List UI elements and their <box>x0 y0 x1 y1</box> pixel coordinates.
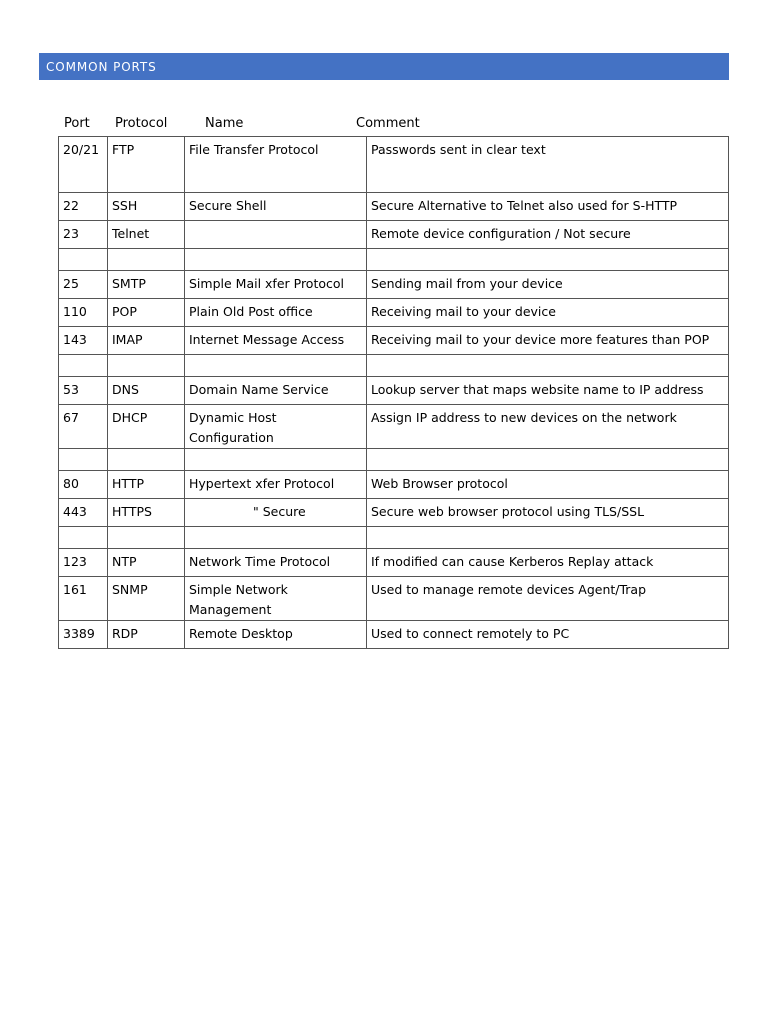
table-row <box>59 471 729 499</box>
name-cell: Internet Message Access <box>185 327 367 355</box>
table-row <box>59 577 729 621</box>
port-cell: 443 <box>59 499 108 527</box>
name-cell: Plain Old Post office <box>185 299 367 327</box>
comment-cell: Used to connect remotely to PC <box>367 621 729 649</box>
name-cell: Simple Network Management <box>185 577 367 621</box>
table-row <box>59 137 729 193</box>
name-cell <box>185 449 367 471</box>
protocol-cell <box>108 449 185 471</box>
port-cell: 143 <box>59 327 108 355</box>
protocol-cell: HTTP <box>108 471 185 499</box>
table-row <box>59 355 729 377</box>
name-cell: Secure Shell <box>185 193 367 221</box>
column-header-name: Name <box>205 116 244 131</box>
table-row <box>59 221 729 249</box>
table-row <box>59 405 729 449</box>
protocol-cell: Telnet <box>108 221 185 249</box>
comment-cell: Passwords sent in clear text <box>367 137 729 193</box>
protocol-cell <box>108 249 185 271</box>
name-cell: Simple Mail xfer Protocol <box>185 271 367 299</box>
port-cell: 23 <box>59 221 108 249</box>
comment-cell <box>367 249 729 271</box>
comment-cell: Sending mail from your device <box>367 271 729 299</box>
column-header-protocol: Protocol <box>115 116 168 131</box>
table-row <box>59 549 729 577</box>
comment-cell: Lookup server that maps website name to IP address <box>367 377 729 405</box>
protocol-cell: DHCP <box>108 405 185 449</box>
comment-cell: Receiving mail to your device <box>367 299 729 327</box>
protocol-cell <box>108 527 185 549</box>
comment-cell: Secure Alternative to Telnet also used for S-HTTP <box>367 193 729 221</box>
table-row <box>59 449 729 471</box>
comment-cell: Secure web browser protocol using TLS/SSL <box>367 499 729 527</box>
port-cell: 80 <box>59 471 108 499</box>
protocol-cell: NTP <box>108 549 185 577</box>
protocol-cell: DNS <box>108 377 185 405</box>
name-cell: File Transfer Protocol <box>185 137 367 193</box>
protocol-cell: IMAP <box>108 327 185 355</box>
table-row <box>59 527 729 549</box>
protocol-cell: SSH <box>108 193 185 221</box>
port-cell <box>59 249 108 271</box>
port-cell: 22 <box>59 193 108 221</box>
name-cell: Hypertext xfer Protocol <box>185 471 367 499</box>
port-cell <box>59 527 108 549</box>
name-cell: Network Time Protocol <box>185 549 367 577</box>
table-row <box>59 249 729 271</box>
name-cell: Dynamic Host Configuration <box>185 405 367 449</box>
section-title: COMMON PORTS <box>46 59 157 74</box>
table-row <box>59 327 729 355</box>
name-cell: " Secure <box>185 499 367 527</box>
column-header-comment: Comment <box>356 116 420 131</box>
protocol-cell <box>108 355 185 377</box>
comment-cell: Remote device configuration / Not secure <box>367 221 729 249</box>
port-cell: 20/21 <box>59 137 108 193</box>
port-cell: 123 <box>59 549 108 577</box>
comment-cell: Assign IP address to new devices on the network <box>367 405 729 449</box>
comment-cell: If modified can cause Kerberos Replay attack <box>367 549 729 577</box>
protocol-cell: POP <box>108 299 185 327</box>
port-cell <box>59 355 108 377</box>
comment-cell <box>367 527 729 549</box>
port-cell: 110 <box>59 299 108 327</box>
comment-cell: Used to manage remote devices Agent/Trap <box>367 577 729 621</box>
protocol-cell: HTTPS <box>108 499 185 527</box>
protocol-cell: SMTP <box>108 271 185 299</box>
port-cell: 67 <box>59 405 108 449</box>
protocol-cell: SNMP <box>108 577 185 621</box>
table-row <box>59 499 729 527</box>
table-row <box>59 299 729 327</box>
column-header-port: Port <box>64 116 90 131</box>
name-cell <box>185 221 367 249</box>
port-cell: 53 <box>59 377 108 405</box>
table-row <box>59 377 729 405</box>
protocol-cell: FTP <box>108 137 185 193</box>
port-cell: 161 <box>59 577 108 621</box>
protocol-cell: RDP <box>108 621 185 649</box>
name-cell <box>185 527 367 549</box>
name-cell: Domain Name Service <box>185 377 367 405</box>
name-cell <box>185 355 367 377</box>
comment-cell: Receiving mail to your device more features than POP <box>367 327 729 355</box>
ports-table-body <box>59 137 729 649</box>
name-cell: Remote Desktop <box>185 621 367 649</box>
port-cell: 25 <box>59 271 108 299</box>
ports-table <box>58 136 729 649</box>
column-headers <box>0 116 768 134</box>
comment-cell <box>367 449 729 471</box>
comment-cell: Web Browser protocol <box>367 471 729 499</box>
comment-cell <box>367 355 729 377</box>
table-row <box>59 271 729 299</box>
port-cell <box>59 449 108 471</box>
table-row <box>59 193 729 221</box>
name-cell <box>185 249 367 271</box>
port-cell: 3389 <box>59 621 108 649</box>
table-row <box>59 621 729 649</box>
section-banner <box>39 53 729 80</box>
